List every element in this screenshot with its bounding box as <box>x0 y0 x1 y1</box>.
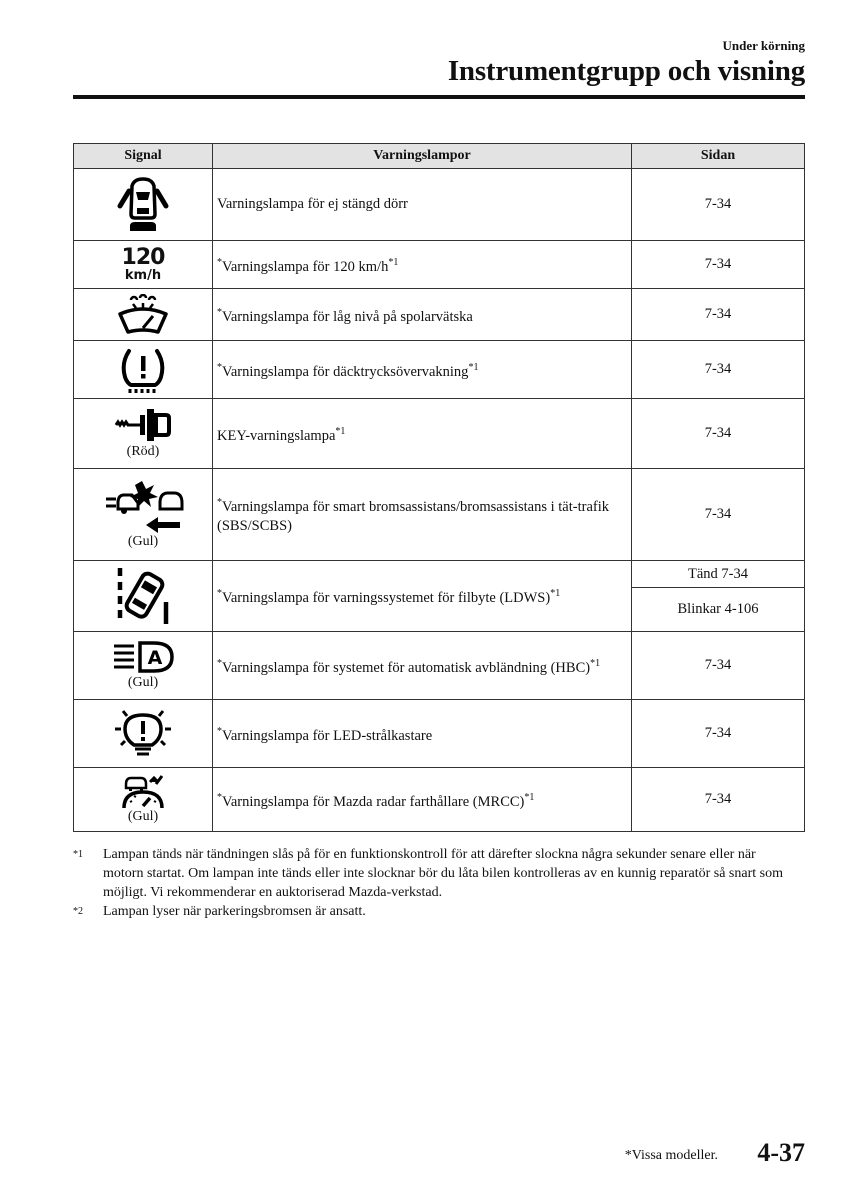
description-text: Varningslampa för däcktrycksövervakning <box>222 363 469 380</box>
page-ref: 7-34 <box>704 361 732 377</box>
color-note: (Gul) <box>127 675 159 690</box>
asterisk-marker: * <box>217 588 222 600</box>
led-headlight-icon <box>113 709 173 759</box>
page-ref-cell <box>632 588 805 632</box>
table-row <box>74 469 805 561</box>
page-ref: 7-34 <box>704 725 732 741</box>
column-header-signal: Signal <box>74 144 213 169</box>
door-open-icon <box>112 176 174 234</box>
speed-120-icon <box>74 247 212 282</box>
page-ref-cell <box>632 768 805 832</box>
page-ref-cell <box>632 289 805 341</box>
description-cell <box>213 341 632 399</box>
key-icon <box>114 407 172 443</box>
page-ref-cell <box>632 241 805 289</box>
page-ref: 7-34 <box>704 506 732 522</box>
signal-cell <box>74 169 213 241</box>
description-cell <box>213 169 632 241</box>
footnote-ref: *1 <box>468 361 479 373</box>
table-header-row <box>74 144 805 169</box>
asterisk-marker: * <box>217 497 222 509</box>
asterisk-marker: * <box>217 361 222 373</box>
page-ref-cell <box>632 632 805 700</box>
description-text: Varningslampa för systemet för automatisk avbländning (HBC) <box>222 659 591 676</box>
description-cell <box>213 241 632 289</box>
footnote <box>73 902 788 921</box>
page-number: 4-37 <box>757 1138 805 1167</box>
description-cell <box>213 561 632 632</box>
signal-cell <box>74 700 213 768</box>
signal-cell <box>74 399 213 469</box>
description-cell <box>213 700 632 768</box>
page-ref-cell <box>632 561 805 588</box>
description-cell <box>213 289 632 341</box>
description-text: Varningslampa för låg nivå på spolarvätska <box>222 308 473 325</box>
page-title: Instrumentgrupp och visning <box>447 55 805 87</box>
footnote-mark: *2 <box>73 906 83 917</box>
table-row <box>74 768 805 832</box>
signal-cell <box>74 341 213 399</box>
description-text: Varningslampa för 120 km/h <box>222 258 389 275</box>
table-row <box>74 632 805 700</box>
description-cell <box>213 632 632 700</box>
page-ref: 7-34 <box>704 425 732 441</box>
page-ref: 7-34 <box>704 196 732 212</box>
page-ref: Tänd 7-34 <box>688 565 748 582</box>
svg-text:A: A <box>147 647 163 669</box>
asterisk-marker: * <box>217 725 222 737</box>
washer-fluid-icon <box>115 294 171 336</box>
signal-cell <box>74 561 213 632</box>
page-ref: 7-34 <box>704 657 732 673</box>
page-ref: 7-34 <box>704 256 732 272</box>
signal-cell <box>74 241 213 289</box>
footnote-ref: *1 <box>590 657 601 669</box>
footnote-text: Lampan lyser när parkeringsbromsen är ansatt. <box>103 904 366 919</box>
speed-120-unit: km/h <box>124 268 162 283</box>
page-ref: 7-34 <box>704 306 732 322</box>
page-ref-cell <box>632 469 805 561</box>
table-row <box>74 561 805 588</box>
description-text: Varningslampa för LED-strålkastare <box>222 727 433 744</box>
signal-cell <box>74 469 213 561</box>
description-cell <box>213 399 632 469</box>
table-row <box>74 700 805 768</box>
signal-cell <box>74 632 213 700</box>
section-label: Under körning <box>722 38 805 53</box>
page-ref-cell <box>632 399 805 469</box>
footnote-ref: *1 <box>388 256 399 268</box>
table-row <box>74 289 805 341</box>
footer-note: *Vissa modeller. <box>624 1148 718 1163</box>
smart-brake-icon <box>102 479 184 533</box>
description-cell <box>213 469 632 561</box>
page-ref: 7-34 <box>704 791 732 807</box>
footnote-text: Lampan tänds när tändningen slås på för en funktionskontroll för att därefter slockna några sekunder senare eller när motorn startat. Om lampan inte tänds eller inte slocknar bör du låta bilen kontrolleras av en kunnig reparatör så snart som möjligt. Vi rekommenderar en auktoriserad Mazda-verkstad. <box>103 847 783 900</box>
description-text: Varningslampa för varningssystemet för filbyte (LDWS) <box>222 589 551 606</box>
table-row <box>74 341 805 399</box>
footnote-ref: *1 <box>524 791 535 803</box>
asterisk-marker: * <box>217 791 222 803</box>
color-note: (Röd) <box>126 444 160 459</box>
page-ref-cell <box>632 341 805 399</box>
description-text: Varningslampa för smart bromsassistans/bromsassistans i tät-trafik (SBS/SCBS) <box>217 498 610 534</box>
warning-lamp-table <box>73 143 805 832</box>
asterisk-marker: * <box>217 657 222 669</box>
column-header-page: Sidan <box>632 144 805 169</box>
speed-120-number: 120 <box>121 245 165 270</box>
page-ref-cell <box>632 169 805 241</box>
description-text: Varningslampa för Mazda radar farthållare (MRCC) <box>222 793 525 810</box>
footnote-mark: *1 <box>73 849 83 860</box>
asterisk-marker: * <box>217 306 222 318</box>
auto-high-beam-icon <box>112 640 174 674</box>
signal-cell <box>74 289 213 341</box>
radar-cruise-icon <box>120 774 166 808</box>
title-rule <box>73 95 805 99</box>
asterisk-marker: * <box>217 256 222 268</box>
signal-cell <box>74 768 213 832</box>
tire-pressure-icon <box>117 347 169 393</box>
lane-departure-icon <box>114 566 172 626</box>
description-text: KEY-varningslampa <box>217 427 336 444</box>
description-text: Varningslampa för ej stängd dörr <box>217 196 408 212</box>
footnote <box>73 845 788 902</box>
color-note: (Gul) <box>127 534 159 549</box>
page-ref: Blinkar 4-106 <box>677 601 759 617</box>
table-row <box>74 399 805 469</box>
description-cell <box>213 768 632 832</box>
page-ref-cell <box>632 700 805 768</box>
footnote-ref: *1 <box>550 588 561 600</box>
footnote-ref: *1 <box>335 425 346 437</box>
table-row <box>74 241 805 289</box>
column-header-warning-lamps: Varningslampor <box>213 144 632 169</box>
color-note: (Gul) <box>127 809 159 824</box>
table-row <box>74 169 805 241</box>
